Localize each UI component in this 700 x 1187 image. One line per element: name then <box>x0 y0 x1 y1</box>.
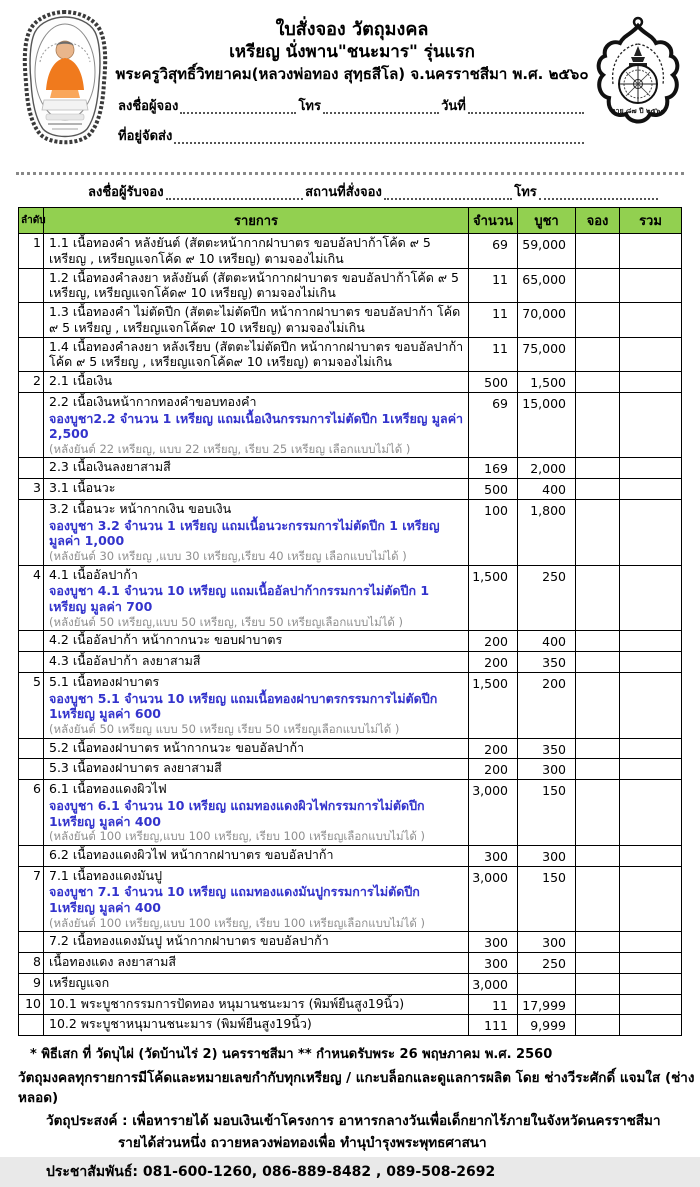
price-cell: 75,000 <box>518 337 576 372</box>
quantity-cell: 300 <box>469 932 518 953</box>
order-blank-cell <box>576 234 620 269</box>
date-field <box>468 100 584 114</box>
total-blank-cell <box>620 932 682 953</box>
total-blank-cell <box>620 479 682 500</box>
table-row <box>19 953 682 974</box>
price-cell: 65,000 <box>518 268 576 303</box>
footer-donation-line: รายได้ส่วนหนึ่ง ถวายหลวงพ่อทองเพื่อ ทำนุบำรุงพระพุทธศาสนา <box>118 1134 487 1151</box>
variant-note-text: (หลังยันต์ 50 เหรียญ แบบ 50 เหรียญ เรียบ 50 เหรียญเลือกแบบไม่ได้ ) <box>49 722 400 737</box>
item-cell <box>44 499 469 565</box>
total-blank-cell <box>620 973 682 994</box>
footer-purpose-line: วัตถุประสงค์ : เพื่อหารายได้ มอบเงินเข้าโครงการ อาหารกลางวันเพื่อเด็กยากไร้ภายในจังหวัดนครราชสีมา <box>46 1112 661 1129</box>
total-blank-cell <box>620 392 682 458</box>
total-blank-cell <box>620 866 682 932</box>
col-header-index: ลำดับ <box>19 208 44 234</box>
variant-note-text: (หลังยันต์ 100 เหรียญ,แบบ 100 เหรียญ, เรียบ 100 เหรียญเลือกแบบไม่ได้ ) <box>49 915 425 930</box>
quantity-cell: 69 <box>469 392 518 458</box>
order-blank-cell <box>576 953 620 974</box>
row-index <box>19 392 44 458</box>
contact-phone-line: ประชาสัมพันธ์: 081-600-1260, 086-889-8482 , 089-508-2692 <box>0 1157 700 1187</box>
item-description: 4.1 เนื้ออัลปาก้า <box>49 566 138 582</box>
ceremony-footnote: * พิธีเสก ที่ วัดบุไผ่ (วัดบ้านไร่ 2) นครราชสีมา ** กำหนดรับพระ 26 พฤษภาคม พ.ศ. 2560 <box>30 1047 553 1063</box>
item-description: เหรียญแจก <box>49 974 110 990</box>
orderer-name-field <box>180 100 296 114</box>
variant-note-text: (หลังยันต์ 30 เหรียญ ,แบบ 30 เหรียญ,เรียบ 40 เหรียญ เลือกแบบไม่ได้ ) <box>49 549 407 564</box>
table-row <box>19 392 682 458</box>
item-description: 5.1 เนื้อทองฝาบาตร <box>49 673 160 689</box>
location-field <box>384 186 512 200</box>
order-blank-cell <box>576 499 620 565</box>
order-blank-cell <box>576 759 620 780</box>
variant-note-text: (หลังยันต์ 22 เหรียญ, แบบ 22 เหรียญ, เรียบ 25 เหรียญ เลือกแบบไม่ได้ ) <box>49 442 411 456</box>
table-row <box>19 458 682 479</box>
item-cell <box>44 268 469 303</box>
order-blank-cell <box>576 994 620 1015</box>
table-row <box>19 631 682 652</box>
form-header <box>0 6 700 156</box>
table-row <box>19 866 682 932</box>
order-blank-cell <box>576 372 620 393</box>
row-index: 5 <box>19 672 44 738</box>
order-blank-cell <box>576 738 620 759</box>
item-description: 6.2 เนื้อทองแดงผิวไฟ หน้ากากฝาบาตร ขอบอัลปาก้า <box>49 846 334 862</box>
order-blank-cell <box>576 337 620 372</box>
quantity-cell: 200 <box>469 652 518 673</box>
row-index <box>19 738 44 759</box>
item-cell <box>44 994 469 1015</box>
item-description: 2.2 เนื้อเงินหน้ากากทองคำขอบทองคำ <box>49 393 257 409</box>
total-blank-cell <box>620 780 682 846</box>
item-cell <box>44 631 469 652</box>
table-row <box>19 479 682 500</box>
quantity-cell: 100 <box>469 499 518 565</box>
row-index <box>19 458 44 479</box>
col-header-price: บูชา <box>518 208 576 234</box>
total-blank-cell <box>620 337 682 372</box>
price-cell: 150 <box>518 780 576 846</box>
table-row <box>19 845 682 866</box>
price-cell: 200 <box>518 672 576 738</box>
item-description: 1.4 เนื้อทองคำลงยา หลังเรียบ (สัตตะไม่ตัดปีก หน้ากากฝาบาตร ขอบอัลปาก้า โค้ด ๙ 5 เหรียญ , เหรียญแจกโค้ด๙ 10 เหรียญ) ตามจองไม่เกิน <box>49 338 464 370</box>
item-description: 3.1 เนื้อนวะ <box>49 480 116 496</box>
item-description: 1.1 เนื้อทองคำ หลังยันต์ (สัตตะหน้ากากฝาบาตร ขอบอัลปาก้าโค้ด ๙ 5 เหรียญ , เหรียญแจกโค้ด ๙ 10 เหรียญ) ตามจองไม่เกิน <box>49 235 431 266</box>
receiver-sign-row <box>88 181 660 202</box>
quantity-cell: 3,000 <box>469 866 518 932</box>
item-cell <box>44 738 469 759</box>
row-index: 8 <box>19 953 44 974</box>
quantity-cell: 11 <box>469 303 518 338</box>
form-titles <box>114 10 590 146</box>
table-row <box>19 372 682 393</box>
item-description: 1.3 เนื้อทองคำ ไม่ตัดปีก (สัตตะไม่ตัดปีก หน้ากากฝาบาตร ขอบอัลปาก้า โค้ด ๙ 5 เหรียญ , เหรียญแจกโค้ด๙ 10 เหรียญ) ตามจองไม่เกิน <box>49 304 461 335</box>
price-cell: 250 <box>518 953 576 974</box>
order-blank-cell <box>576 932 620 953</box>
table-row <box>19 565 682 631</box>
order-blank-cell <box>576 631 620 652</box>
item-cell <box>44 652 469 673</box>
variant-note-text: (หลังยันต์ 50 เหรียญ,แบบ 50 เหรียญ, เรียบ 50 เหรียญเลือกแบบไม่ได้ ) <box>49 614 404 629</box>
row-index <box>19 652 44 673</box>
item-cell <box>44 565 469 631</box>
row-index <box>19 1015 44 1036</box>
quantity-cell: 3,000 <box>469 780 518 846</box>
order-blank-cell <box>576 652 620 673</box>
row-index <box>19 845 44 866</box>
item-description: 7.1 เนื้อทองแดงมันปู <box>49 867 163 883</box>
col-header-item: รายการ <box>44 208 469 234</box>
item-cell <box>44 1015 469 1036</box>
total-blank-cell <box>620 458 682 479</box>
price-cell: 400 <box>518 631 576 652</box>
form-title: ใบสั่งจอง วัตถุมงคล <box>275 19 429 40</box>
table-row <box>19 234 682 269</box>
item-description: 5.2 เนื้อทองฝาบาตร หน้ากากนวะ ขอบอัลปาก้า <box>49 739 305 755</box>
row-index: 2 <box>19 372 44 393</box>
order-blank-cell <box>576 479 620 500</box>
quantity-cell: 11 <box>469 994 518 1015</box>
item-description: 6.1 เนื้อทองแดงผิวไฟ <box>49 781 167 797</box>
price-cell: 300 <box>518 845 576 866</box>
row-index <box>19 337 44 372</box>
price-cell: 400 <box>518 479 576 500</box>
quantity-cell: 69 <box>469 234 518 269</box>
total-blank-cell <box>620 738 682 759</box>
item-cell <box>44 953 469 974</box>
total-blank-cell <box>620 565 682 631</box>
quantity-cell: 11 <box>469 337 518 372</box>
order-table-body <box>19 234 682 1036</box>
table-row <box>19 759 682 780</box>
order-table <box>18 207 682 1036</box>
table-row <box>19 973 682 994</box>
order-blank-cell <box>576 672 620 738</box>
total-blank-cell <box>620 845 682 866</box>
col-header-total: รวม <box>620 208 682 234</box>
total-blank-cell <box>620 499 682 565</box>
monk-seal-logo-image <box>22 10 108 150</box>
order-blank-cell <box>576 268 620 303</box>
address-field <box>174 130 584 144</box>
orderer-sign-row <box>114 95 590 116</box>
quantity-cell: 1,500 <box>469 565 518 631</box>
phone-label: โทร <box>298 99 321 115</box>
order-blank-cell <box>576 392 620 458</box>
item-cell <box>44 458 469 479</box>
form-monk-title: พระครูวิสุทธิ์วิทยาคม(หลวงพ่อทอง สุทฺธสีโล) จ.นครราชสีมา พ.ศ. ๒๕๖๐ <box>115 65 589 84</box>
table-row <box>19 780 682 846</box>
table-row <box>19 1015 682 1036</box>
row-index <box>19 268 44 303</box>
sema-emblem-logo <box>590 10 690 156</box>
item-description: 2.1 เนื้อเงิน <box>49 373 113 388</box>
row-index: 3 <box>19 479 44 500</box>
table-row <box>19 499 682 565</box>
table-row <box>19 268 682 303</box>
dotted-divider <box>16 172 684 175</box>
quantity-cell: 169 <box>469 458 518 479</box>
item-cell <box>44 392 469 458</box>
address-label: ที่อยู่จัดส่ง <box>118 129 173 145</box>
table-row <box>19 672 682 738</box>
location-label: สถานที่สั่งจอง <box>305 185 382 200</box>
table-row <box>19 337 682 372</box>
item-description: 2.3 เนื้อเงินลงยาสามสี <box>49 459 171 475</box>
item-description: 5.3 เนื้อทองฝาบาตร ลงยาสามสี <box>49 760 222 776</box>
row-index: 7 <box>19 866 44 932</box>
item-cell <box>44 337 469 372</box>
table-row <box>19 932 682 953</box>
price-cell: 70,000 <box>518 303 576 338</box>
item-cell <box>44 234 469 269</box>
row-index: 9 <box>19 973 44 994</box>
date-label: วันที่ <box>441 99 466 115</box>
promo-offer-text: จองบูชา2.2 จำนวน 1 เหรียญ แถมเนื้อเงินกรรมการไม่ตัดปีก 1เหรียญ มูลค่า 2,500 <box>49 410 464 442</box>
order-blank-cell <box>576 973 620 994</box>
price-cell: 150 <box>518 866 576 932</box>
total-blank-cell <box>620 268 682 303</box>
footer-production-line: วัตถุมงคลทุกรายการมีโค้ดและหมายเลขกำกับทุกเหรียญ / แกะบล็อกและดูแลการผลิต โดย ช่างวีระศักดิ์ แจมใส (ช่างหลอด) <box>18 1070 695 1107</box>
total-blank-cell <box>620 234 682 269</box>
row-index: 1 <box>19 234 44 269</box>
item-cell <box>44 372 469 393</box>
total-blank-cell <box>620 994 682 1015</box>
promo-offer-text: จองบูชา 5.1 จำนวน 10 เหรียญ แถมเนื้อทองฝาบาตรกรรมการไม่ตัดปีก 1เหรียญ มูลค่า 600 <box>49 690 438 722</box>
table-row <box>19 652 682 673</box>
row-index <box>19 303 44 338</box>
promo-offer-text: จองบูชา 3.2 จำนวน 1 เหรียญ แถมเนื้อนวะกรรมการไม่ตัดปีก 1 เหรียญ มูลค่า 1,000 <box>49 517 440 549</box>
row-index: 4 <box>19 565 44 631</box>
total-blank-cell <box>620 631 682 652</box>
price-cell: 15,000 <box>518 392 576 458</box>
quantity-cell: 111 <box>469 1015 518 1036</box>
quantity-cell: 500 <box>469 372 518 393</box>
row-index: 10 <box>19 994 44 1015</box>
item-description: 4.2 เนื้ออัลปาก้า หน้ากากนวะ ขอบฝาบาตร <box>49 632 283 648</box>
row-index <box>19 631 44 652</box>
row-index <box>19 932 44 953</box>
item-description: 10.1 พระบูชากรรมการปัดทอง หนุมานชนะมาร (พิมพ์ยืนสูง19นิ้ว) <box>49 995 405 1011</box>
price-cell: 350 <box>518 652 576 673</box>
quantity-cell: 300 <box>469 845 518 866</box>
form-subtitle: เหรียญ นั่งพาน"ชนะมาร" รุ่นแรก <box>229 42 475 63</box>
item-description: 7.2 เนื้อทองแดงมันปู หน้ากากฝาบาตร ขอบอัลปาก้า <box>49 933 329 949</box>
row-index: 6 <box>19 780 44 846</box>
address-row <box>114 125 590 146</box>
table-row <box>19 738 682 759</box>
price-cell: 1,800 <box>518 499 576 565</box>
price-cell: 2,000 <box>518 458 576 479</box>
quantity-cell: 500 <box>469 479 518 500</box>
item-cell <box>44 866 469 932</box>
promo-offer-text: จองบูชา 6.1 จำนวน 10 เหรียญ แถมทองแดงผิวไฟกรรมการไม่ตัดปีก 1เหรียญ มูลค่า 400 <box>49 797 425 829</box>
item-cell <box>44 479 469 500</box>
total-blank-cell <box>620 759 682 780</box>
item-description: 4.3 เนื้ออัลปาก้า ลงยาสามสี <box>49 653 201 669</box>
sema-emblem-image <box>590 16 686 152</box>
total-blank-cell <box>620 652 682 673</box>
variant-note-text: (หลังยันต์ 100 เหรียญ,แบบ 100 เหรียญ, เรียบ 100 เหรียญเลือกแบบไม่ได้ ) <box>49 829 425 844</box>
price-cell: 17,999 <box>518 994 576 1015</box>
total-blank-cell <box>620 1015 682 1036</box>
table-row <box>19 303 682 338</box>
price-cell: 300 <box>518 759 576 780</box>
price-cell: 300 <box>518 932 576 953</box>
price-cell: 350 <box>518 738 576 759</box>
quantity-cell: 1,500 <box>469 672 518 738</box>
item-description: 10.2 พระบูชาหนุมานชนะมาร (พิมพ์ยืนสูง19นิ้ว) <box>49 1016 312 1032</box>
total-blank-cell <box>620 303 682 338</box>
order-blank-cell <box>576 866 620 932</box>
total-blank-cell <box>620 672 682 738</box>
order-blank-cell <box>576 845 620 866</box>
quantity-cell: 11 <box>469 268 518 303</box>
receiver-phone-label: โทร <box>514 185 537 200</box>
receiver-phone-field <box>539 186 658 200</box>
quantity-cell: 3,000 <box>469 973 518 994</box>
row-index <box>19 759 44 780</box>
item-cell <box>44 759 469 780</box>
col-header-order: จอง <box>576 208 620 234</box>
item-cell <box>44 303 469 338</box>
item-cell <box>44 845 469 866</box>
quantity-cell: 200 <box>469 759 518 780</box>
price-cell <box>518 973 576 994</box>
price-cell: 59,000 <box>518 234 576 269</box>
order-blank-cell <box>576 780 620 846</box>
row-index <box>19 499 44 565</box>
quantity-cell: 300 <box>469 953 518 974</box>
table-row <box>19 994 682 1015</box>
receiver-name-field <box>166 186 304 200</box>
quantity-cell: 200 <box>469 631 518 652</box>
emblem-caption: อายุ ๘๗ ปี ๒๕๖๐ <box>611 107 665 115</box>
phone-field <box>323 100 439 114</box>
item-cell <box>44 672 469 738</box>
total-blank-cell <box>620 372 682 393</box>
item-cell <box>44 780 469 846</box>
table-header-row <box>19 208 682 234</box>
price-cell: 1,500 <box>518 372 576 393</box>
item-description: เนื้อทองแดง ลงยาสามสี <box>49 954 177 970</box>
quantity-cell: 200 <box>469 738 518 759</box>
promo-offer-text: จองบูชา 7.1 จำนวน 10 เหรียญ แถมทองแดงมันปูกรรมการไม่ตัดปีก 1เหรียญ มูลค่า 400 <box>49 884 420 916</box>
monk-seal-logo <box>22 10 114 154</box>
order-blank-cell <box>576 458 620 479</box>
item-description: 1.2 เนื้อทองคำลงยา หลังยันต์ (สัตตะหน้ากากฝาบาตร ขอบอัลปาก้าโค้ด ๙ 5 เหรียญ, เหรียญแจกโค้ด๙ 10 เหรียญ) ตามจองไม่เกิน <box>49 269 459 301</box>
order-blank-cell <box>576 565 620 631</box>
price-cell: 9,999 <box>518 1015 576 1036</box>
total-blank-cell <box>620 953 682 974</box>
item-cell <box>44 932 469 953</box>
promo-offer-text: จองบูชา 4.1 จำนวน 10 เหรียญ แถมเนื้ออัลปาก้ากรรมการไม่ตัดปีก 1 เหรียญ มูลค่า 700 <box>49 583 430 615</box>
order-blank-cell <box>576 1015 620 1036</box>
item-cell <box>44 973 469 994</box>
item-description: 3.2 เนื้อนวะ หน้ากากเงิน ขอบเงิน <box>49 500 232 516</box>
order-blank-cell <box>576 303 620 338</box>
orderer-label: ลงชื่อผู้จอง <box>118 99 179 115</box>
col-header-quantity: จำนวน <box>469 208 518 234</box>
receiver-label: ลงชื่อผู้รับจอง <box>88 185 164 200</box>
price-cell: 250 <box>518 565 576 631</box>
